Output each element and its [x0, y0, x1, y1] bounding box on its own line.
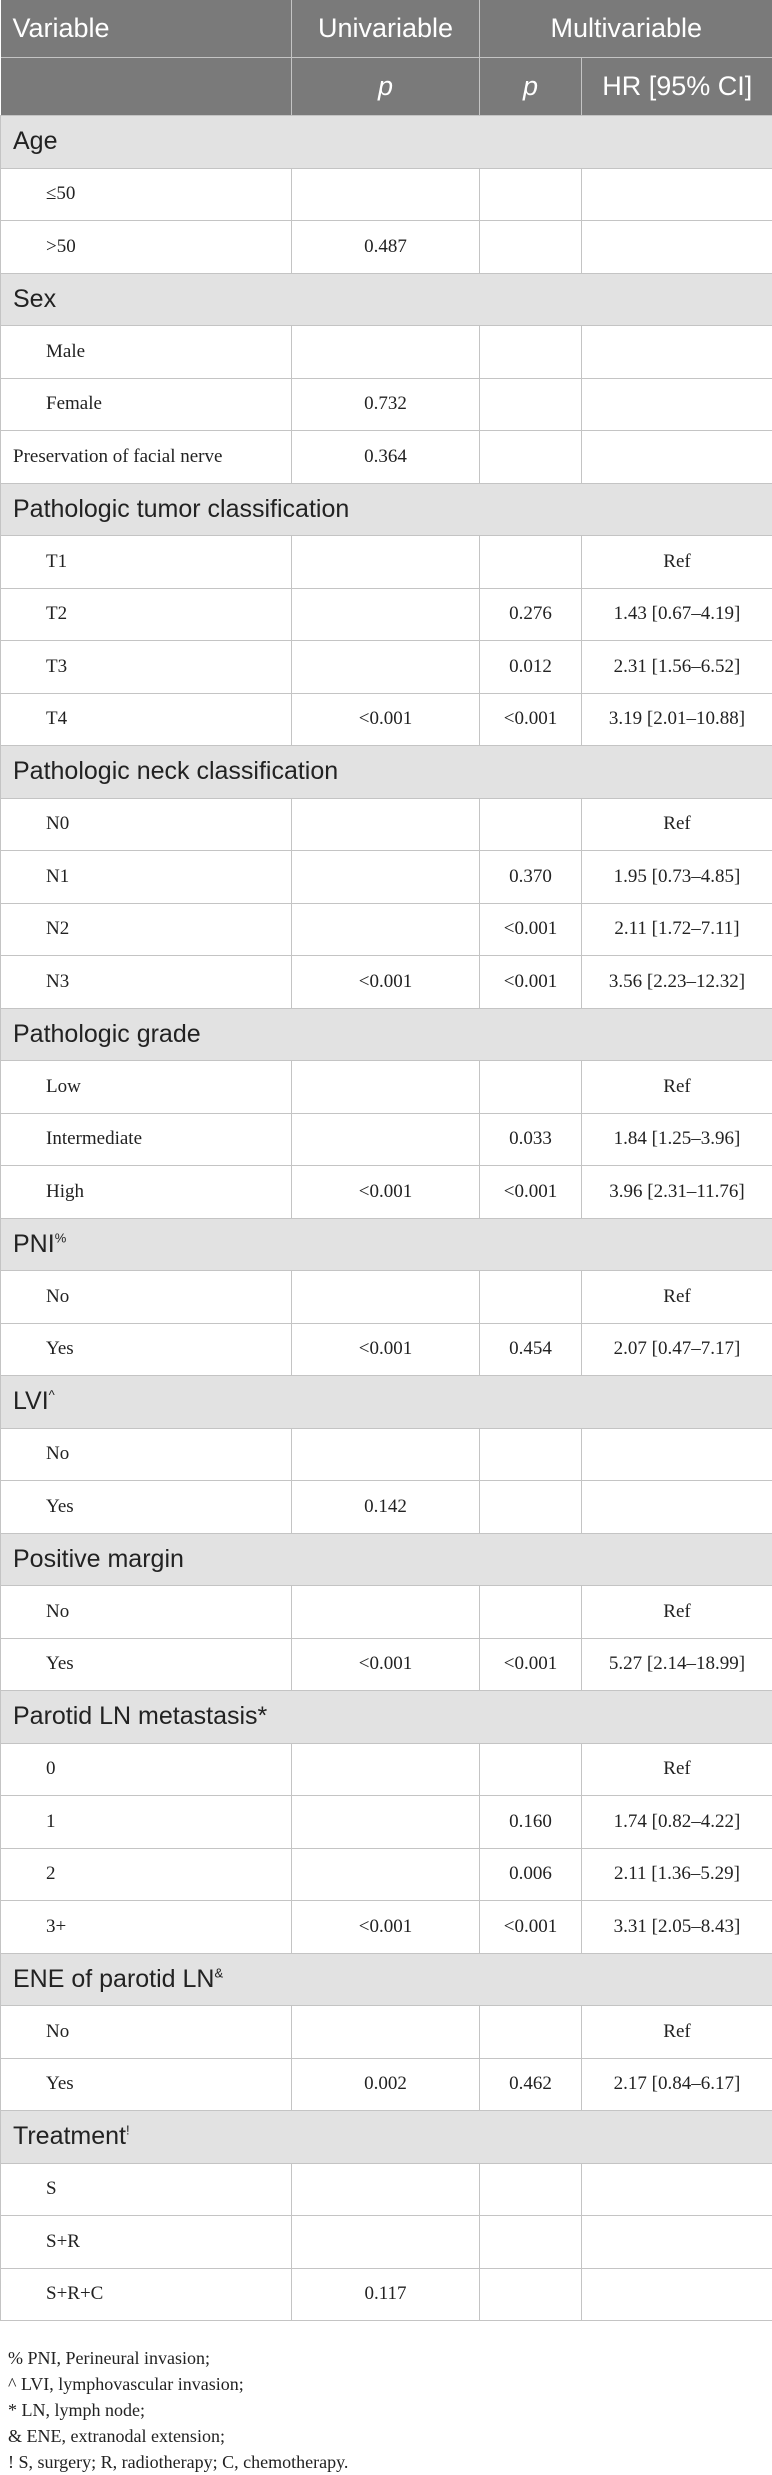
table-row	[1, 956, 772, 1009]
p-multivariable-cell	[480, 1743, 582, 1796]
group-title: Pathologic tumor classification	[13, 495, 349, 523]
table-body	[1, 116, 772, 2321]
hr-ci-cell: 3.56 [2.23–12.32]	[582, 956, 772, 1009]
table-row	[1, 693, 772, 746]
header-p-univariable: p	[292, 58, 480, 116]
p-univariable-cell: 0.142	[292, 1481, 480, 1534]
hr-ci-cell: 2.07 [0.47–7.17]	[582, 1323, 772, 1376]
table-row	[1, 168, 772, 221]
table-row	[1, 378, 772, 431]
header-hr: HR [95% CI]	[582, 58, 772, 116]
footnote: & ENE, extranodal extension;	[8, 2423, 764, 2449]
p-multivariable-cell: <0.001	[480, 1901, 582, 1954]
group-title-cell	[1, 273, 772, 326]
table-row	[1, 431, 772, 484]
group-title: ENE of parotid LN	[13, 1965, 215, 1993]
p-multivariable-cell	[480, 2006, 582, 2059]
p-univariable-cell	[292, 1061, 480, 1114]
footnote-marker: %	[55, 1230, 67, 1245]
table-row	[1, 2058, 772, 2111]
hr-ci-cell	[582, 431, 772, 484]
row-label: T2	[1, 588, 292, 641]
p-univariable-cell: 0.487	[292, 221, 480, 274]
table-row	[1, 2268, 772, 2321]
hr-ci-cell: 3.31 [2.05–8.43]	[582, 1901, 772, 1954]
table-row	[1, 1848, 772, 1901]
row-label: No	[1, 1428, 292, 1481]
hr-ci-cell	[582, 326, 772, 379]
p-multivariable-cell	[480, 2268, 582, 2321]
p-multivariable-cell: 0.462	[480, 2058, 582, 2111]
table-row	[1, 2163, 772, 2216]
hr-ci-cell	[582, 221, 772, 274]
row-label: ≤50	[1, 168, 292, 221]
p-multivariable-cell: <0.001	[480, 1166, 582, 1219]
group-title: Treatment	[13, 2122, 126, 2150]
p-multivariable-cell	[480, 168, 582, 221]
p-multivariable-cell	[480, 536, 582, 589]
table-row	[1, 1113, 772, 1166]
footnote-marker: &	[215, 1965, 224, 1980]
table-row	[1, 1901, 772, 1954]
hr-ci-cell: Ref	[582, 1061, 772, 1114]
p-univariable-cell: <0.001	[292, 1638, 480, 1691]
table-row	[1, 798, 772, 851]
row-label: N0	[1, 798, 292, 851]
p-univariable-cell	[292, 2163, 480, 2216]
p-multivariable-cell: 0.033	[480, 1113, 582, 1166]
row-label: N2	[1, 903, 292, 956]
p-multivariable-cell	[480, 378, 582, 431]
table-row	[1, 1428, 772, 1481]
p-multivariable-cell	[480, 798, 582, 851]
p-univariable-cell	[292, 1428, 480, 1481]
table-row	[1, 1743, 772, 1796]
p-univariable-cell: 0.002	[292, 2058, 480, 2111]
row-label: T4	[1, 693, 292, 746]
row-label: 0	[1, 1743, 292, 1796]
row-label: No	[1, 1586, 292, 1639]
table-row	[1, 851, 772, 904]
group-row	[1, 483, 772, 536]
table-row	[1, 1638, 772, 1691]
group-row	[1, 1218, 772, 1271]
row-label: Yes	[1, 2058, 292, 2111]
row-label: 2	[1, 1848, 292, 1901]
row-label: No	[1, 2006, 292, 2059]
hr-ci-cell: Ref	[582, 536, 772, 589]
group-title-cell	[1, 116, 772, 169]
table-row	[1, 2006, 772, 2059]
header-variable: Variable	[1, 0, 292, 58]
p-multivariable-cell	[480, 2216, 582, 2269]
p-univariable-cell: <0.001	[292, 1166, 480, 1219]
hr-ci-cell	[582, 1481, 772, 1534]
row-label: Preservation of facial nerve	[1, 431, 292, 484]
footnote-marker: !	[126, 2123, 130, 2138]
group-row	[1, 1691, 772, 1744]
row-label: Female	[1, 378, 292, 431]
table-row	[1, 1271, 772, 1324]
p-multivariable-cell	[480, 2163, 582, 2216]
row-label: >50	[1, 221, 292, 274]
footnote-marker: ^	[49, 1388, 55, 1403]
footnote: * LN, lymph node;	[8, 2397, 764, 2423]
group-title: Positive margin	[13, 1545, 184, 1573]
hr-ci-cell: 3.19 [2.01–10.88]	[582, 693, 772, 746]
table-row	[1, 1323, 772, 1376]
hr-ci-cell	[582, 2216, 772, 2269]
p-univariable-cell	[292, 326, 480, 379]
group-title: Pathologic grade	[13, 1020, 201, 1048]
group-title: Age	[13, 127, 57, 155]
p-univariable-cell	[292, 903, 480, 956]
p-univariable-cell	[292, 2006, 480, 2059]
table-row	[1, 221, 772, 274]
table-row	[1, 903, 772, 956]
row-label: Yes	[1, 1481, 292, 1534]
group-row	[1, 1376, 772, 1429]
p-univariable-cell: <0.001	[292, 693, 480, 746]
hr-ci-cell: 2.11 [1.36–5.29]	[582, 1848, 772, 1901]
hr-ci-cell: Ref	[582, 1586, 772, 1639]
row-label: S+R+C	[1, 2268, 292, 2321]
group-row	[1, 1533, 772, 1586]
row-label: Yes	[1, 1638, 292, 1691]
table-row	[1, 1061, 772, 1114]
p-multivariable-cell: 0.370	[480, 851, 582, 904]
p-multivariable-cell	[480, 1586, 582, 1639]
row-label: Male	[1, 326, 292, 379]
p-multivariable-cell: 0.012	[480, 641, 582, 694]
header-univariable: Univariable	[292, 0, 480, 58]
row-label: S	[1, 2163, 292, 2216]
group-title-cell	[1, 1533, 772, 1586]
p-multivariable-cell: <0.001	[480, 903, 582, 956]
p-univariable-cell: 0.364	[292, 431, 480, 484]
p-multivariable-cell	[480, 1481, 582, 1534]
hr-ci-cell: 1.84 [1.25–3.96]	[582, 1113, 772, 1166]
table-row	[1, 1586, 772, 1639]
hr-ci-cell: 5.27 [2.14–18.99]	[582, 1638, 772, 1691]
group-title-cell	[1, 483, 772, 536]
p-multivariable-cell: <0.001	[480, 956, 582, 1009]
group-row	[1, 273, 772, 326]
p-univariable-cell: <0.001	[292, 1901, 480, 1954]
group-row	[1, 2111, 772, 2164]
p-univariable-cell	[292, 641, 480, 694]
p-univariable-cell: 0.117	[292, 2268, 480, 2321]
row-label: 3+	[1, 1901, 292, 1954]
p-univariable-cell: <0.001	[292, 956, 480, 1009]
hr-ci-cell	[582, 168, 772, 221]
hr-ci-cell: Ref	[582, 2006, 772, 2059]
row-label: T1	[1, 536, 292, 589]
group-title: LVI	[13, 1387, 49, 1415]
group-title: Sex	[13, 285, 56, 313]
hr-ci-cell: 2.11 [1.72–7.11]	[582, 903, 772, 956]
hr-ci-cell: 2.17 [0.84–6.17]	[582, 2058, 772, 2111]
p-multivariable-cell	[480, 431, 582, 484]
row-label: Yes	[1, 1323, 292, 1376]
p-multivariable-cell	[480, 221, 582, 274]
hr-ci-cell: 2.31 [1.56–6.52]	[582, 641, 772, 694]
row-label: 1	[1, 1796, 292, 1849]
hr-ci-cell	[582, 378, 772, 431]
hr-ci-cell: Ref	[582, 1271, 772, 1324]
group-title-cell	[1, 1218, 772, 1271]
p-multivariable-cell	[480, 1428, 582, 1481]
p-univariable-cell	[292, 1796, 480, 1849]
p-multivariable-cell: <0.001	[480, 693, 582, 746]
p-univariable-cell	[292, 1848, 480, 1901]
row-label: High	[1, 1166, 292, 1219]
hr-ci-cell: 3.96 [2.31–11.76]	[582, 1166, 772, 1219]
p-multivariable-cell: <0.001	[480, 1638, 582, 1691]
header-multivariable: Multivariable	[480, 0, 772, 58]
p-multivariable-cell: 0.006	[480, 1848, 582, 1901]
hr-ci-cell: 1.95 [0.73–4.85]	[582, 851, 772, 904]
p-univariable-cell: 0.732	[292, 378, 480, 431]
table-row	[1, 588, 772, 641]
row-label: No	[1, 1271, 292, 1324]
p-univariable-cell	[292, 588, 480, 641]
table-header	[1, 0, 772, 116]
footnote: % PNI, Perineural invasion;	[8, 2345, 764, 2371]
table-row	[1, 1481, 772, 1534]
p-univariable-cell	[292, 1586, 480, 1639]
hr-ci-cell	[582, 1428, 772, 1481]
p-multivariable-cell	[480, 326, 582, 379]
group-title-cell	[1, 1376, 772, 1429]
p-univariable-cell	[292, 1113, 480, 1166]
group-title: Parotid LN metastasis*	[13, 1702, 267, 1730]
p-univariable-cell: <0.001	[292, 1323, 480, 1376]
hr-ci-cell: 1.43 [0.67–4.19]	[582, 588, 772, 641]
footnote: ! S, surgery; R, radiotherapy; C, chemotherapy.	[8, 2449, 764, 2475]
header-blank	[1, 58, 292, 116]
footnote: ^ LVI, lymphovascular invasion;	[8, 2371, 764, 2397]
p-univariable-cell	[292, 2216, 480, 2269]
group-title: Pathologic neck classification	[13, 757, 338, 785]
group-row	[1, 116, 772, 169]
group-title-cell	[1, 1008, 772, 1061]
p-multivariable-cell: 0.276	[480, 588, 582, 641]
hr-ci-cell	[582, 2268, 772, 2321]
group-title: PNI	[13, 1230, 55, 1258]
hr-ci-cell	[582, 2163, 772, 2216]
p-multivariable-cell: 0.454	[480, 1323, 582, 1376]
footnotes	[0, 2337, 772, 2475]
p-univariable-cell	[292, 168, 480, 221]
group-title-cell	[1, 1691, 772, 1744]
p-multivariable-cell: 0.160	[480, 1796, 582, 1849]
table-row	[1, 1166, 772, 1219]
row-label: N1	[1, 851, 292, 904]
p-univariable-cell	[292, 1743, 480, 1796]
group-title-cell	[1, 746, 772, 799]
group-row	[1, 746, 772, 799]
p-univariable-cell	[292, 536, 480, 589]
row-label: N3	[1, 956, 292, 1009]
p-univariable-cell	[292, 851, 480, 904]
table-row	[1, 1796, 772, 1849]
header-p-multivariable: p	[480, 58, 582, 116]
row-label: S+R	[1, 2216, 292, 2269]
row-label: T3	[1, 641, 292, 694]
hr-ci-cell: Ref	[582, 1743, 772, 1796]
row-label: Intermediate	[1, 1113, 292, 1166]
table-row	[1, 536, 772, 589]
table-row	[1, 2216, 772, 2269]
row-label: Low	[1, 1061, 292, 1114]
group-title-cell	[1, 1953, 772, 2006]
p-univariable-cell	[292, 798, 480, 851]
table-row	[1, 641, 772, 694]
p-univariable-cell	[292, 1271, 480, 1324]
group-row	[1, 1953, 772, 2006]
group-title-cell	[1, 2111, 772, 2164]
group-row	[1, 1008, 772, 1061]
hr-ci-cell: 1.74 [0.82–4.22]	[582, 1796, 772, 1849]
table-row	[1, 326, 772, 379]
p-multivariable-cell	[480, 1271, 582, 1324]
hr-ci-cell: Ref	[582, 798, 772, 851]
p-multivariable-cell	[480, 1061, 582, 1114]
